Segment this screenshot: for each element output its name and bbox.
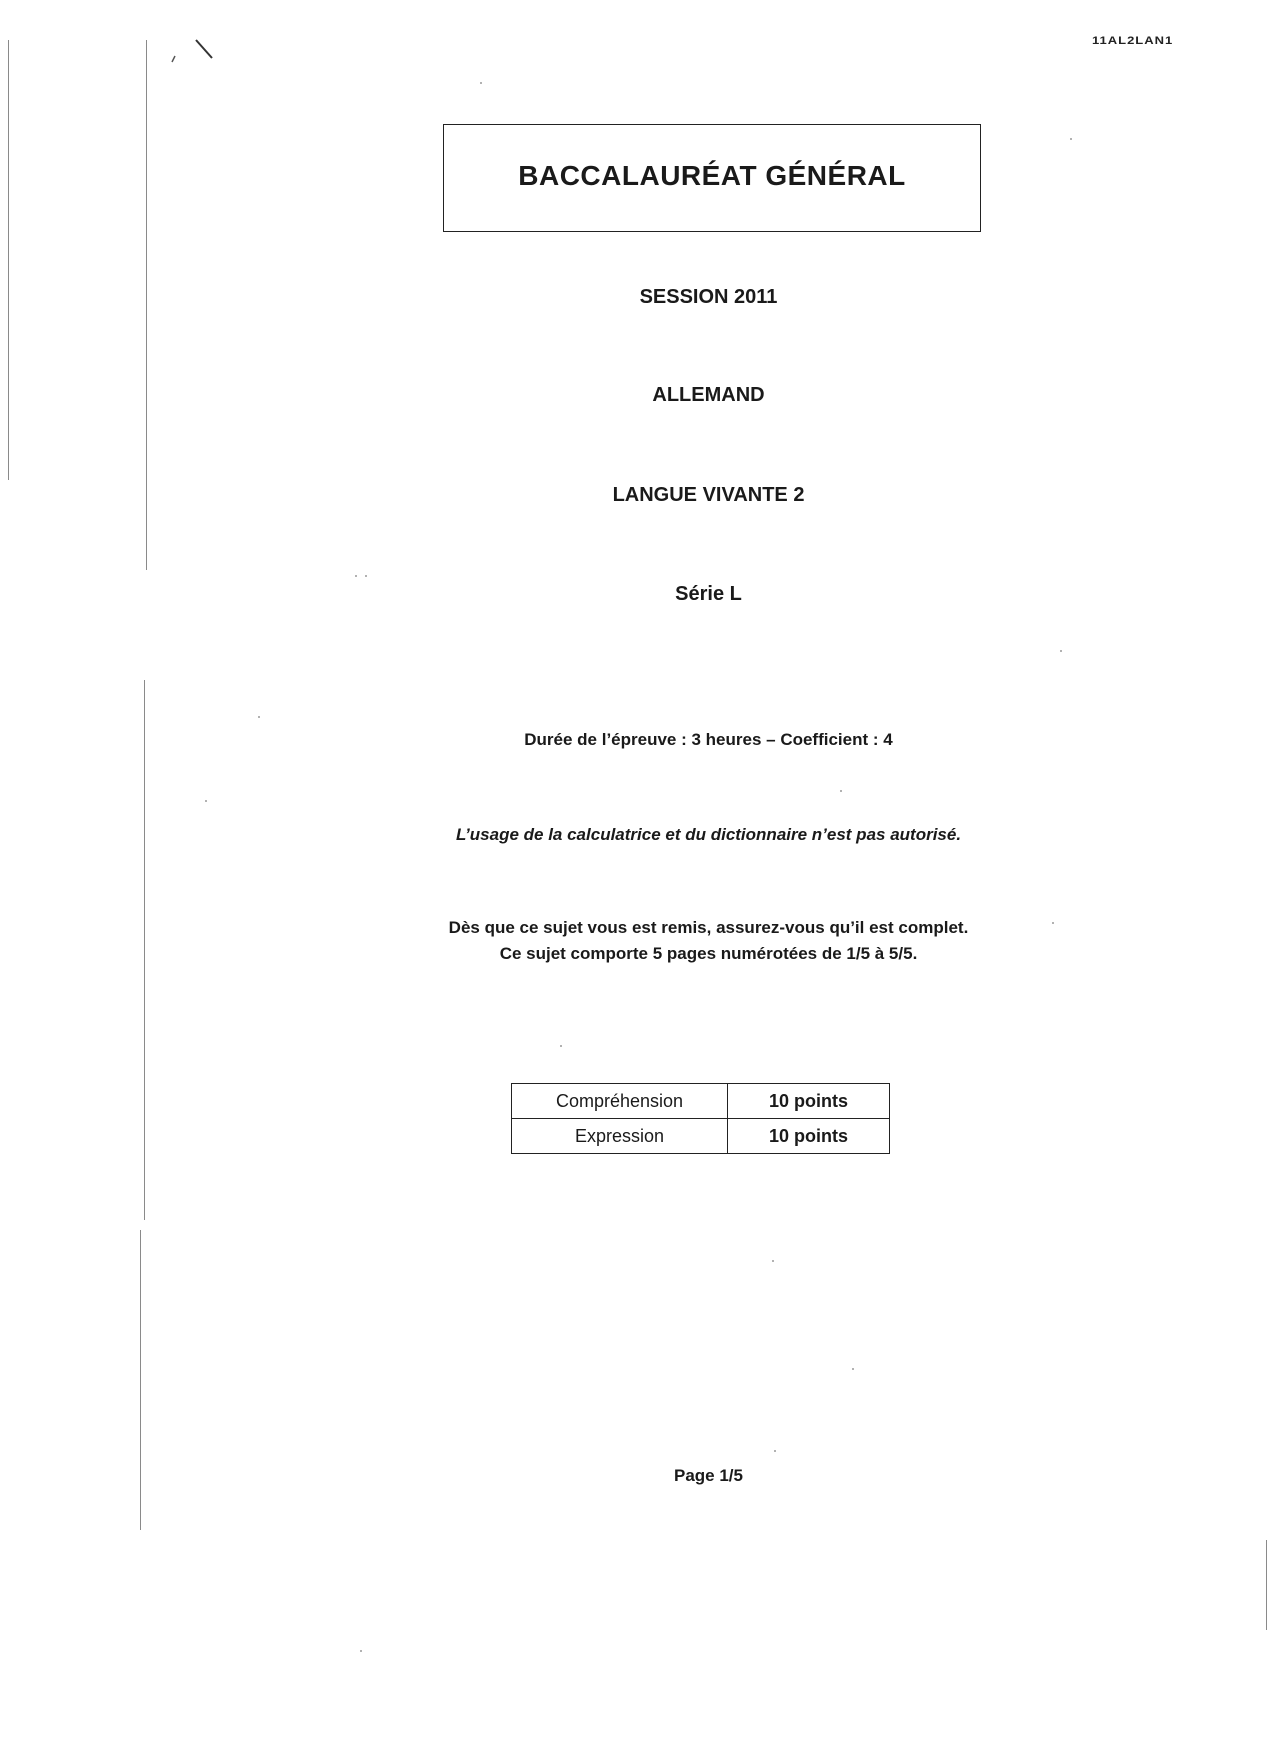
score-table <box>511 1083 890 1154</box>
section-points: 10 points <box>728 1119 890 1154</box>
table-row <box>512 1084 890 1119</box>
section-name: Expression <box>512 1119 728 1154</box>
document-reference-code: 11AL2LAN1 <box>1092 34 1174 47</box>
session-label: SESSION 2011 <box>639 286 778 308</box>
duration-coefficient: Durée de l’épreuve : 3 heures – Coefficient : 4 <box>524 730 893 749</box>
scan-speck <box>840 790 842 792</box>
exam-title: BACCALAURÉAT GÉNÉRAL <box>518 160 906 191</box>
scan-speck <box>1060 650 1062 652</box>
scan-speck <box>480 82 482 84</box>
scan-edge-line <box>1266 1540 1267 1630</box>
page-number: Page 1/5 <box>674 1466 743 1485</box>
scan-speck <box>258 716 260 718</box>
scan-speck <box>205 800 207 802</box>
scan-speck <box>852 1368 854 1370</box>
completeness-notice-line1: Dès que ce sujet vous est remis, assurez-vous qu’il est complet. <box>448 918 969 937</box>
scan-speck <box>355 575 357 577</box>
scan-speck <box>560 1045 562 1047</box>
scan-speck <box>772 1260 774 1262</box>
series-label: Série L <box>675 583 742 605</box>
section-points: 10 points <box>728 1084 890 1119</box>
section-name: Compréhension <box>512 1084 728 1119</box>
scan-speck <box>774 1450 776 1452</box>
title-box <box>443 124 981 232</box>
scan-speck <box>365 575 367 577</box>
scan-speck <box>360 1650 362 1652</box>
language-level-label: LANGUE VIVANTE 2 <box>612 484 805 506</box>
table-row <box>512 1119 890 1154</box>
scan-edge-line <box>8 40 9 480</box>
subject-label: ALLEMAND <box>652 384 765 406</box>
scan-speck <box>1070 138 1072 140</box>
usage-notice: L’usage de la calculatrice et du dictionnaire n’est pas autorisé. <box>455 825 962 844</box>
completeness-notice-line2: Ce sujet comporte 5 pages numérotées de 1/5 à 5/5. <box>499 944 918 963</box>
scan-mark-icon <box>168 36 218 66</box>
